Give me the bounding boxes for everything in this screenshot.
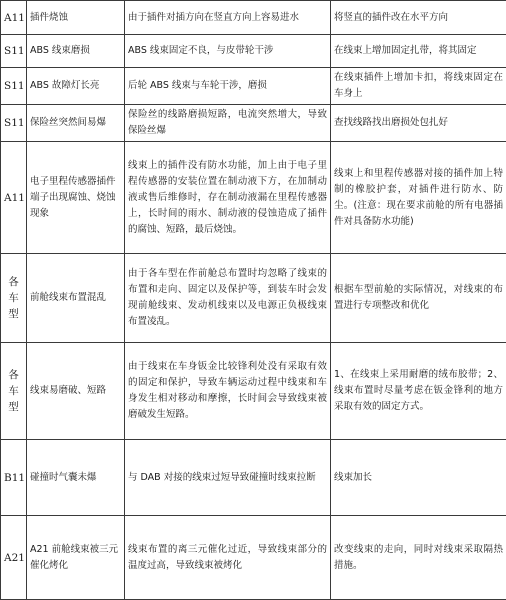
fault-code-cell: A11 <box>1 1 27 35</box>
fault-cause-cell: 线束上的插件没有防水功能，加上由于电子里程传感器的安装位置在制动液下方，在加制动液或售后维修时，存在制动液漏在里程传感器上，长时间的雨水、制动液的侵蚀造成了插件的腐蚀、短路，最后烧蚀。 <box>125 142 331 254</box>
fault-fix-cell: 将竖直的插件改在水平方向 <box>331 1 506 35</box>
fault-fix-cell: 根据车型前舱的实际情况，对线束的布置进行专项整改和优化 <box>331 254 506 343</box>
table-row <box>1 516 506 600</box>
fault-name-cell: 插件烧蚀 <box>27 1 125 35</box>
fault-name-cell: 前舱线束布置混乱 <box>27 254 125 343</box>
fault-cause-cell: 由于插件对插方向在竖直方向上容易进水 <box>125 1 331 35</box>
fault-cause-cell: 线束布置的离三元催化过近，导致线束部分的温度过高，导致线束被烤化 <box>125 516 331 600</box>
fault-fix-cell: 改变线束的走向，同时对线束采取隔热措施。 <box>331 516 506 600</box>
fault-cause-cell: 后轮 ABS 线束与车轮干涉，磨损 <box>125 68 331 105</box>
fault-fix-cell: 线束上和里程传感器对接的插件加上特制的橡胶护套，对插件进行防水、防尘。(注意：现在要求前舱的所有电器插件对具备防水功能) <box>331 142 506 254</box>
fault-code-cell: B11 <box>1 440 27 516</box>
table-row <box>1 68 506 105</box>
table-row <box>1 254 506 343</box>
fault-name-cell: 保险丝突然间易爆 <box>27 105 125 142</box>
fault-name-cell: 线束易磨破、短路 <box>27 343 125 440</box>
fault-code-cell: 各车型 <box>1 254 27 343</box>
fault-name-cell: A21 前舱线束被三元催化烤化 <box>27 516 125 600</box>
fault-code-cell: A21 <box>1 516 27 600</box>
table-row <box>1 343 506 440</box>
fault-fix-cell: 查找线路找出磨损处包扎好 <box>331 105 506 142</box>
fault-code-cell: S11 <box>1 68 27 105</box>
table-row <box>1 142 506 254</box>
fault-cause-cell: 保险丝的线路磨损短路，电流突然增大，导致保险丝爆 <box>125 105 331 142</box>
fault-fix-cell: 在线束上增加固定扎带，将其固定 <box>331 35 506 68</box>
table-row <box>1 35 506 68</box>
fault-code-cell: A11 <box>1 142 27 254</box>
fault-cause-cell: 由于各车型在作前舱总布置时均忽略了线束的布置和走向、固定以及保护等，到装车时会发现前舱线束、发动机线束以及电源正负极线束布置凌乱。 <box>125 254 331 343</box>
table-row <box>1 440 506 516</box>
fault-code-cell: S11 <box>1 35 27 68</box>
fault-cause-cell: ABS 线束固定不良，与皮带轮干涉 <box>125 35 331 68</box>
table-row <box>1 105 506 142</box>
fault-name-cell: ABS 故障灯长亮 <box>27 68 125 105</box>
fault-name-cell: 碰撞时气囊未爆 <box>27 440 125 516</box>
fault-fix-cell: 在线束插件上增加卡扣，将线束固定在车身上 <box>331 68 506 105</box>
table-row <box>1 1 506 35</box>
fault-fix-cell: 线束加长 <box>331 440 506 516</box>
fault-code-cell: 各车型 <box>1 343 27 440</box>
fault-cause-cell: 由于线束在车身钣金比较锋利处没有采取有效的固定和保护，导致车辆运动过程中线束和车身发生相对移动和摩擦，长时间会导致线束被磨破发生短路。 <box>125 343 331 440</box>
fault-fix-cell: 1、在线束上采用耐磨的绒布胶带；2、线束布置时尽量考虑在钣金锋利的地方采取有效的固定方式。 <box>331 343 506 440</box>
fault-code-cell: S11 <box>1 105 27 142</box>
fault-name-cell: ABS 线束磨损 <box>27 35 125 68</box>
fault-name-cell: 电子里程传感器插件端子出现腐蚀、烧蚀现象 <box>27 142 125 254</box>
fault-cause-cell: 与 DAB 对接的线束过短导致碰撞时线束拉断 <box>125 440 331 516</box>
